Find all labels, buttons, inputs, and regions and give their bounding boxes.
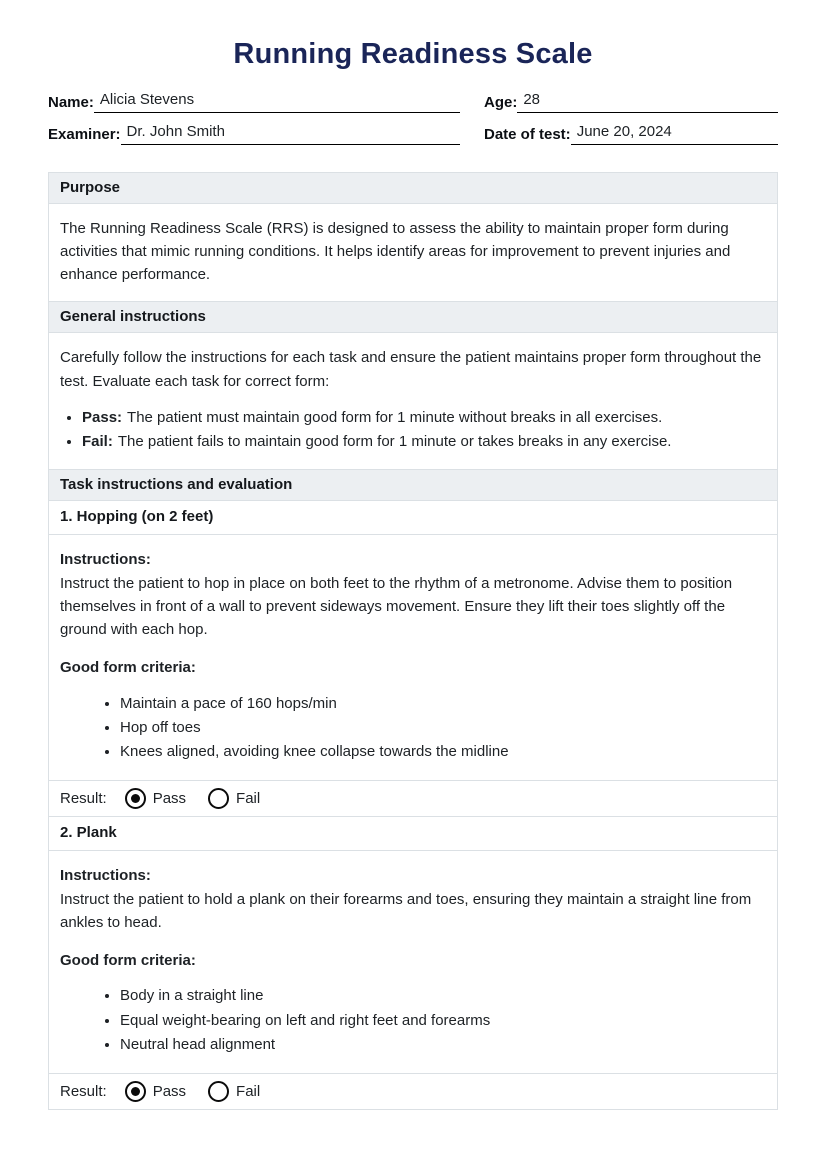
task-2-pass-label: Pass <box>152 1083 187 1100</box>
task-1-fail-radio[interactable] <box>208 788 229 809</box>
radio-dot <box>131 1087 140 1096</box>
list-item <box>82 406 766 429</box>
form-row-1 <box>48 91 778 113</box>
age-label: Age: <box>484 93 518 111</box>
task-1-result-row <box>49 781 778 817</box>
age-field <box>484 91 778 113</box>
task-2-result-row <box>49 1074 778 1110</box>
task-2-pass-radio[interactable] <box>125 1081 146 1102</box>
task-1-pass-radio[interactable] <box>125 788 146 809</box>
radio-dot <box>131 794 140 803</box>
task-2-instructions-label: Instructions: <box>60 867 151 885</box>
document-page <box>48 38 778 1110</box>
criteria-item: • Equal weight-bearing on left and right feet and forearms <box>120 1009 766 1032</box>
age-input[interactable]: 28 <box>517 91 778 113</box>
task-2-instructions-text: Instruct the patient to hold a plank on their forearms and toes, ensuring they maintain a straight line from ankles to head. <box>60 890 752 931</box>
purpose-section-header: Purpose <box>49 172 778 203</box>
task-2-result-label: Result: <box>60 1083 107 1100</box>
criteria-item: • Maintain a pace of 160 hops/min <box>120 692 766 715</box>
task-1-criteria-list <box>60 692 766 764</box>
general-instructions-section-body <box>49 333 778 470</box>
task-2-criteria-list <box>60 984 766 1056</box>
date-of-test-label: Date of test: <box>484 125 571 143</box>
date-of-test-field <box>484 123 778 145</box>
criteria-item: • Knees aligned, avoiding knee collapse towards the midline <box>120 740 766 763</box>
date-of-test-input[interactable]: June 20, 2024 <box>571 123 778 145</box>
task-2-fail-label: Fail <box>236 1083 261 1100</box>
task-1-pass-label: Pass <box>152 790 187 808</box>
name-field <box>48 91 460 113</box>
form-row-2 <box>48 123 778 145</box>
examiner-label: Examiner: <box>48 125 121 143</box>
criteria-item: • Neutral head alignment <box>120 1033 766 1056</box>
patient-info-form <box>48 91 778 145</box>
document-table <box>48 172 778 1111</box>
pass-term: Pass: <box>82 408 123 426</box>
task-1-fail-label: Fail <box>236 790 261 808</box>
task-1-instructions-text: Instruct the patient to hop in place on both feet to the rhythm of a metronome. Advise them to position themselves in front of a wall to prevent sideways movement. Ensure they lift their toes slightly off the ground with each hop. <box>60 574 733 638</box>
task-2-criteria-label: Good form criteria: <box>60 952 196 969</box>
task-1-result-label: Result: <box>60 790 107 808</box>
pass-definition: The patient must maintain good form for 1 minute without breaks in all exercises. <box>127 408 663 426</box>
list-item <box>82 430 766 453</box>
general-instructions-intro: Carefully follow the instructions for each task and ensure the patient maintains proper form throughout the test. Evaluate each task for correct form: <box>60 349 762 390</box>
examiner-field <box>48 123 460 145</box>
pass-fail-definitions-list <box>60 406 766 454</box>
name-label: Name: <box>48 93 94 111</box>
page-title: Running Readiness Scale <box>233 38 593 70</box>
task-2-fail-radio[interactable] <box>208 1081 229 1102</box>
task-2-body <box>49 851 778 1074</box>
fail-term: Fail: <box>82 433 113 450</box>
criteria-item: • Hop off toes <box>120 716 766 739</box>
task-1-title: 1. Hopping (on 2 feet) <box>49 501 778 535</box>
fail-definition: The patient fails to maintain good form for 1 minute or takes breaks in any exercise. <box>117 433 672 450</box>
name-input[interactable]: Alicia Stevens <box>94 91 460 113</box>
task-1-body <box>49 535 778 781</box>
task-1-criteria-label: Good form criteria: <box>60 659 196 677</box>
general-instructions-section-header: General instructions <box>49 302 778 333</box>
purpose-section-body: The Running Readiness Scale (RRS) is designed to assess the ability to maintain proper form during activities that mimic running conditions. It helps identify areas for improvement to prevent injuries and enhance performance. <box>49 203 778 302</box>
tasks-section-header: Task instructions and evaluation <box>49 470 778 501</box>
examiner-input[interactable]: Dr. John Smith <box>121 123 460 145</box>
task-1-instructions-label: Instructions: <box>60 551 151 569</box>
criteria-item: • Body in a straight line <box>120 984 766 1007</box>
task-2-title: 2. Plank <box>49 817 778 851</box>
